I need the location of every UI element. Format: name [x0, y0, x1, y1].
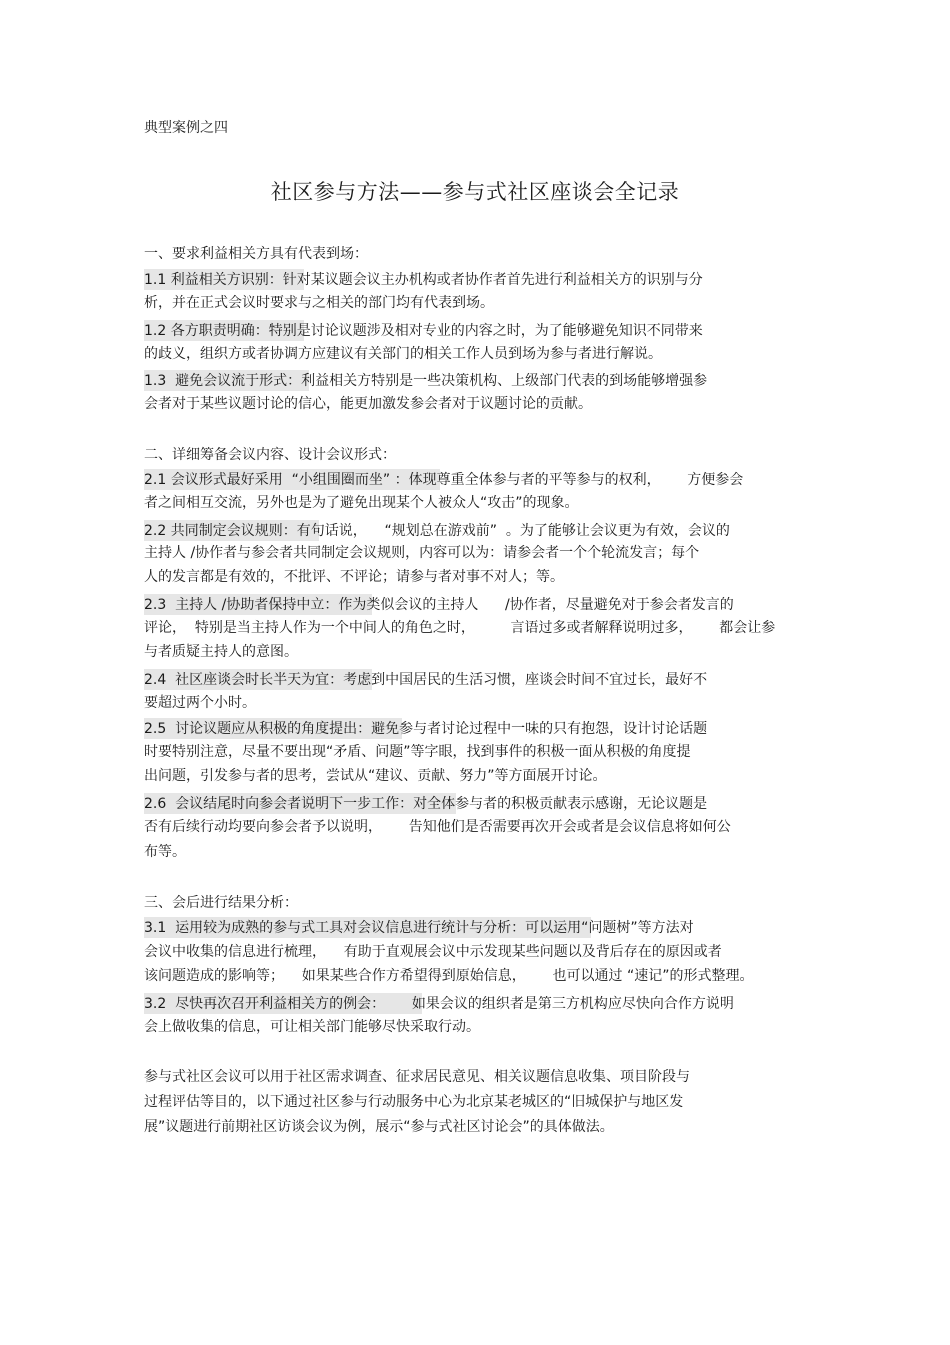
item-2-4-line-1: 2.4 社区座谈会时长半天为宜：考虑到中国居民的生活习惯，座谈会时间不宜过长，最好不: [144, 672, 708, 688]
item-1-2-line-2: 的歧义，组织方或者协调方应建议有关部门的相关工作人员到场为参与者进行解说。: [144, 346, 662, 362]
item-3-2-line-1: 3.2 尽快再次召开利益相关方的例会： 如果会议的组织者是第三方机构应尽快向合作方说明: [144, 996, 734, 1012]
item-3-1-line-3: 该问题造成的影响等； 如果某些合作方希望得到原始信息， 也可以通过 “速记”的形式整理。: [144, 968, 754, 984]
item-2-1-line-1: 2.1 会议形式最好采用 “小组围圈而坐” ：体现尊重全体参与者的平等参与的权利， 方便参会: [144, 472, 744, 488]
item-2-4-line-2: 要超过两个小时。: [144, 695, 256, 711]
item-2-6-line-3: 布等。: [144, 844, 186, 860]
item-3-2-line-2: 会上做收集的信息，可让相关部门能够尽快采取行动。: [144, 1019, 480, 1035]
closing-line-3: 展”议题进行前期社区访谈会议为例，展示“参与式社区讨论会”的具体做法。: [144, 1119, 614, 1135]
item-2-1-line-2: 者之间相互交流，另外也是为了避免出现某个人被众人“攻击”的现象。: [144, 495, 579, 511]
item-1-2-line-1: 1.2 各方职责明确：特别是讨论议题涉及相对专业的内容之时，为了能够避免知识不同带来: [144, 323, 703, 339]
item-2-6-line-1: 2.6 会议结尾时向参会者说明下一步工作：对全体参与者的积极贡献表示感谢，无论议题是: [144, 796, 708, 812]
item-1-3-line-1: 1.3 避免会议流于形式：利益相关方特别是一些决策机构、上级部门代表的到场能够增强参: [144, 373, 708, 389]
item-2-5-line-1: 2.5 讨论议题应从积极的角度提出：避免参与者讨论过程中一味的只有抱怨，设计讨论话题: [144, 721, 708, 737]
closing-line-1: 参与式社区会议可以用于社区需求调查、征求居民意见、相关议题信息收集、项目阶段与: [144, 1069, 690, 1085]
closing-line-2: 过程评估等目的，以下通过社区参与行动服务中心为北京某老城区的“旧城保护与地区发: [144, 1094, 684, 1110]
section-3-heading: 三、会后进行结果分析：: [144, 895, 298, 911]
case-label: 典型案例之四: [144, 120, 228, 136]
item-1-1-line-1: 1.1 利益相关方识别：针对某议题会议主办机构或者协作者首先进行利益相关方的识别与分: [144, 272, 703, 288]
item-2-3-line-1: 2.3 主持人 /协助者保持中立：作为类似会议的主持人 /协作者，尽量避免对于参会者发言的: [144, 597, 734, 613]
item-2-2-line-1: 2.2 共同制定会议规则：有句话说， “规划总在游戏前” 。为了能够让会议更为有效，会议的: [144, 523, 730, 539]
item-2-5-line-2: 时要特别注意，尽量不要出现“矛盾、问题”等字眼，找到事件的积极一面从积极的角度提: [144, 744, 691, 760]
item-2-6-line-2: 否有后续行动均要向参会者予以说明， 告知他们是否需要再次开会或者是会议信息将如何公: [144, 819, 731, 835]
section-2-heading: 二、详细筹备会议内容、设计会议形式：: [144, 447, 396, 463]
item-2-5-line-3: 出问题，引发参与者的思考，尝试从“建议、贡献、努力”等方面展开讨论。: [144, 768, 607, 784]
item-2-3-line-3: 与者质疑主持人的意图。: [144, 644, 298, 660]
item-1-1-line-2: 析，并在正式会议时要求与之相关的部门均有代表到场。: [144, 295, 494, 311]
item-2-3-line-2: 评论， 特别是当主持人作为一个中间人的角色之时， 言语过多或者解释说明过多， 都会让参: [144, 620, 776, 636]
item-1-3-line-2: 会者对于某些议题讨论的信心，能更加激发参会者对于议题讨论的贡献。: [144, 396, 592, 412]
item-3-1-line-1: 3.1 运用较为成熟的参与式工具对会议信息进行统计与分析：可以运用“问题树”等方法对: [144, 920, 694, 936]
document-title: 社区参与方法——参与式社区座谈会全记录: [270, 180, 680, 204]
item-2-2-line-3: 人的发言都是有效的，不批评、不评论；请参与者对事不对人；等。: [144, 569, 564, 585]
item-3-1-line-2: 会议中收集的信息进行梳理， 有助于直观展会议中示发现某些问题以及背后存在的原因或者: [144, 944, 722, 960]
item-2-2-line-2: 主持人 /协作者与参会者共同制定会议规则，内容可以为：请参会者一个个轮流发言；每个: [144, 545, 700, 561]
section-1-heading: 一、要求利益相关方具有代表到场：: [144, 246, 368, 262]
